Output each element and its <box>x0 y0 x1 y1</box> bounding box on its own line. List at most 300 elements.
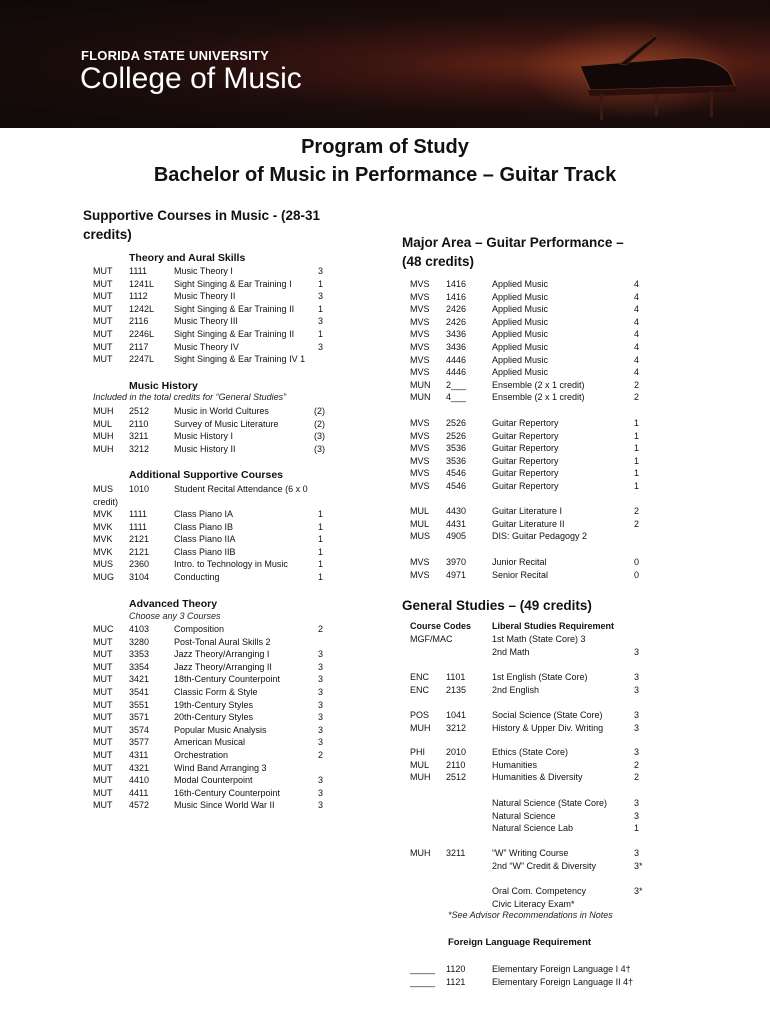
course-credits: 0 <box>634 569 640 580</box>
course-credits: 1 <box>634 418 640 428</box>
course-number: 4431 <box>446 518 467 529</box>
course-title: Post-Tonal Aural Skills 2 <box>174 636 271 647</box>
course-prefix: MUH <box>410 772 431 783</box>
course-credits: 3 <box>634 672 640 682</box>
course-number: 2117 <box>129 341 149 352</box>
course-number: 3574 <box>129 724 150 735</box>
course-credits: 3 <box>634 646 640 657</box>
course-number: 2426 <box>446 316 467 327</box>
major-heading-line1: Major Area – Guitar Performance – <box>402 235 624 250</box>
course-title: Applied Music <box>492 354 549 365</box>
course-prefix: ENC <box>410 672 430 682</box>
course-row <box>93 353 333 366</box>
course-title: Elementary Foreign Language II 4† <box>492 976 634 987</box>
course-credits: 3* <box>634 860 643 871</box>
course-title: 20th-Century Styles <box>174 712 254 723</box>
course-title: Jazz Theory/Arranging I <box>174 649 270 660</box>
course-number: 2426 <box>446 304 467 315</box>
course-number: 2246L <box>129 328 155 339</box>
writing-rows <box>410 847 650 872</box>
course-prefix: MVS <box>410 430 430 441</box>
course-prefix: MVS <box>410 341 430 352</box>
course-number: 1242L <box>129 303 155 314</box>
course-number: 4446 <box>446 367 467 378</box>
course-prefix: MUL <box>410 759 430 770</box>
course-row <box>93 571 333 584</box>
course-credits: 3 <box>318 699 324 710</box>
course-credits: (3) <box>314 431 325 442</box>
supportive-heading-line1: Supportive Courses in Music - (28-31 <box>83 208 321 223</box>
course-credits: 2 <box>318 624 324 634</box>
course-prefix: MUT <box>93 341 113 352</box>
course-number: 4546 <box>446 480 467 491</box>
course-title: Guitar Literature I <box>492 506 563 516</box>
course-row <box>410 291 650 304</box>
course-row <box>93 315 333 328</box>
course-prefix: MUT <box>93 266 113 276</box>
english-rows <box>410 671 650 696</box>
page-subtitle: Bachelor of Music in Performance – Guitar Track <box>153 164 617 186</box>
course-title: Ethics (State Core) <box>492 747 569 757</box>
course-row <box>410 684 650 697</box>
course-row <box>93 508 333 521</box>
course-prefix: MVS <box>410 279 430 289</box>
course-number: 3211 <box>129 431 149 442</box>
course-title: Composition <box>174 624 225 634</box>
course-row <box>410 316 650 329</box>
course-row <box>410 366 650 379</box>
course-number: 2010 <box>446 747 467 757</box>
foreign-language-heading: Foreign Language Requirement <box>448 937 592 948</box>
course-credits: 3 <box>634 810 640 821</box>
course-row <box>410 442 650 455</box>
course-credits: 1 <box>634 480 640 491</box>
course-row <box>93 686 333 699</box>
course-title: DIS: Guitar Pedagogy 2 <box>492 531 588 542</box>
theory-heading: Theory and Aural Skills <box>129 252 246 264</box>
course-number: 4572 <box>129 800 150 811</box>
course-row <box>410 354 650 367</box>
course-title: Class Piano IB <box>174 521 234 532</box>
course-number: 2121 <box>129 534 150 545</box>
course-row <box>93 774 333 787</box>
course-row <box>410 771 650 784</box>
course-row <box>93 418 333 431</box>
course-row <box>93 749 333 762</box>
course-credits: 3 <box>318 674 324 685</box>
course-title: Oral Com. Competency <box>492 886 587 896</box>
course-number: 2___ <box>446 379 467 390</box>
course-number: 1416 <box>446 291 467 302</box>
course-credits: 3 <box>634 722 640 733</box>
course-row <box>410 746 650 759</box>
course-prefix: MGF/MAC <box>410 634 453 644</box>
course-title: Music History I <box>174 431 234 442</box>
course-title: 1st Math (State Core) 3 <box>492 634 586 644</box>
course-number: 3421 <box>129 674 150 685</box>
course-number: 1241L <box>129 278 155 289</box>
course-prefix: MUT <box>93 328 113 339</box>
course-prefix: MUT <box>93 699 113 710</box>
social-rows <box>410 709 650 734</box>
course-credits: 3 <box>634 684 640 695</box>
course-prefix: MVS <box>410 367 430 378</box>
course-prefix: MUH <box>410 722 431 733</box>
course-credits: 4 <box>634 341 640 352</box>
course-row <box>93 673 333 686</box>
course-prefix: MVK <box>93 509 113 519</box>
course-prefix: MUC <box>93 624 114 634</box>
course-prefix: MUG <box>93 571 114 582</box>
course-row <box>93 724 333 737</box>
course-row <box>410 898 650 911</box>
course-credits: 3 <box>318 649 324 660</box>
course-number: 2526 <box>446 418 467 428</box>
course-prefix: MUL <box>410 518 430 529</box>
course-row <box>410 467 650 480</box>
college-name: College of Music <box>80 62 302 95</box>
course-row <box>410 328 650 341</box>
recital-row <box>93 483 333 508</box>
course-credits: 1 <box>318 534 324 545</box>
course-credits: 3 <box>318 316 324 327</box>
course-number: 1101 <box>446 672 466 682</box>
course-row <box>93 711 333 724</box>
course-row <box>410 341 650 354</box>
course-title: Humanities <box>492 759 538 770</box>
course-credits: 1 <box>318 559 324 570</box>
course-credits: 1 <box>634 468 640 479</box>
course-prefix: MVS <box>410 468 430 479</box>
course-credits: 1 <box>318 328 324 339</box>
course-title: Music Theory I <box>174 266 233 276</box>
major-heading-line2: (48 credits) <box>402 254 475 269</box>
course-title: 2nd Math <box>492 646 530 657</box>
course-prefix: MVS <box>410 557 430 567</box>
additional-table <box>93 508 333 584</box>
course-prefix: _____ <box>410 964 436 974</box>
course-prefix: MUT <box>93 303 113 314</box>
course-title: Class Piano IA <box>174 509 234 519</box>
course-title: Guitar Repertory <box>492 418 559 428</box>
course-row <box>93 303 333 316</box>
course-title: Classic Form & Style <box>174 686 258 697</box>
course-prefix: MUT <box>93 636 113 647</box>
course-prefix: MUH <box>93 406 114 416</box>
course-prefix: MVS <box>410 329 430 340</box>
course-number: 4430 <box>446 506 467 516</box>
course-credits: (2) <box>314 418 325 429</box>
course-title: Orchestration <box>174 749 229 760</box>
course-number: 3436 <box>446 329 467 340</box>
course-number: 3212 <box>446 722 467 733</box>
course-prefix: MUS <box>93 484 113 494</box>
course-row <box>93 699 333 712</box>
supportive-heading-line2: credits) <box>83 227 132 242</box>
course-row <box>93 278 333 291</box>
course-row <box>410 847 650 860</box>
course-credits: 2 <box>634 518 640 529</box>
course-title: Applied Music <box>492 316 549 327</box>
course-credits: 4 <box>634 316 640 327</box>
math-rows <box>410 633 650 658</box>
course-title: 16th-Century Counterpoint <box>174 787 281 798</box>
course-credits: 1 <box>318 509 324 519</box>
course-row <box>93 328 333 341</box>
course-number: 4546 <box>446 468 467 479</box>
course-prefix: MVK <box>93 534 113 545</box>
course-prefix: MUL <box>93 418 113 429</box>
course-title: Guitar Repertory <box>492 468 559 479</box>
course-number: 3577 <box>129 737 150 748</box>
col-liberal-studies: Liberal Studies Requirement <box>492 621 615 631</box>
course-number: 1112 <box>129 291 148 302</box>
course-credits: 3 <box>634 848 640 858</box>
grand-piano-icon <box>560 28 750 123</box>
course-row <box>93 341 333 354</box>
course-title: Natural Science (State Core) <box>492 798 608 808</box>
course-number: 4___ <box>446 392 467 403</box>
course-row <box>93 290 333 303</box>
course-title: Guitar Repertory <box>492 443 559 454</box>
course-credits: 2 <box>634 392 640 403</box>
course-row <box>410 759 650 772</box>
course-credits: 3 <box>318 686 324 697</box>
course-credits: 3* <box>634 886 643 896</box>
course-number: 2247L <box>129 354 155 365</box>
course-credits: 1 <box>318 278 324 289</box>
course-title: Guitar Repertory <box>492 480 559 491</box>
course-credits: 4 <box>634 367 640 378</box>
course-number: 3280 <box>129 636 150 647</box>
course-credits: 4 <box>634 291 640 302</box>
course-title: Ensemble (2 x 1 credit) <box>492 379 585 390</box>
course-row <box>410 976 650 989</box>
course-credits: 2 <box>634 772 640 783</box>
course-title: Sight Singing & Ear Training IV 1 <box>174 354 306 365</box>
course-credits: 3 <box>318 266 324 276</box>
course-title: Class Piano IIA <box>174 534 236 545</box>
course-prefix: MVS <box>410 455 430 466</box>
course-row <box>93 558 333 571</box>
course-prefix: MUT <box>93 712 113 723</box>
course-prefix: MUT <box>93 649 113 660</box>
course-row <box>93 533 333 546</box>
course-row <box>93 265 333 278</box>
course-number: 2110 <box>446 759 466 770</box>
course-row <box>410 671 650 684</box>
science-rows <box>410 797 650 835</box>
course-prefix: MUL <box>410 506 430 516</box>
course-title: Modal Counterpoint <box>174 775 253 786</box>
course-row <box>410 633 650 646</box>
additional-heading: Additional Supportive Courses <box>129 469 284 481</box>
course-row <box>93 443 333 456</box>
course-title: 1st English (State Core) <box>492 672 588 682</box>
course-number: 2135 <box>446 684 467 695</box>
course-prefix: MVS <box>410 354 430 365</box>
oral-rows <box>410 885 650 910</box>
course-row <box>410 709 650 722</box>
course-row <box>410 810 650 823</box>
course-credits: 3 <box>634 710 640 720</box>
course-credits: 3 <box>634 747 640 757</box>
course-prefix: MUT <box>93 749 113 760</box>
history-heading: Music History <box>129 380 198 392</box>
course-title: Music Theory III <box>174 316 238 327</box>
major-recital-table <box>410 556 650 581</box>
course-prefix: MUT <box>93 291 113 302</box>
course-number: 3536 <box>446 455 467 466</box>
major-repertory-table <box>410 417 650 493</box>
course-number: 3541 <box>129 686 150 697</box>
course-title: Popular Music Analysis <box>174 724 267 735</box>
course-prefix: MVS <box>410 569 430 580</box>
course-title: 19th-Century Styles <box>174 699 254 710</box>
course-prefix: MVS <box>410 291 430 302</box>
course-row <box>410 303 650 316</box>
course-prefix: MUH <box>93 443 114 454</box>
course-number: 4905 <box>446 531 467 542</box>
course-number: 2512 <box>129 406 150 416</box>
course-title: Ensemble (2 x 1 credit) <box>492 392 585 403</box>
course-title: 18th-Century Counterpoint <box>174 674 281 685</box>
course-prefix: MUT <box>93 674 113 685</box>
course-row <box>93 787 333 800</box>
course-credits: 3 <box>318 800 324 811</box>
history-table <box>93 405 333 455</box>
course-credits: (3) <box>314 443 325 454</box>
course-prefix: MUS <box>410 531 430 542</box>
course-prefix: MVS <box>410 480 430 491</box>
major-heading <box>402 233 624 271</box>
course-prefix: MUT <box>93 661 113 672</box>
course-title: Music Since World War II <box>174 800 275 811</box>
general-columns <box>410 620 650 633</box>
course-title: History & Upper Div. Writing <box>492 722 604 733</box>
course-row <box>93 546 333 559</box>
course-credits: 4 <box>634 329 640 340</box>
course-row <box>93 521 333 534</box>
course-number: 2526 <box>446 430 467 441</box>
course-prefix: MVK <box>93 521 113 532</box>
course-title: Student Recital Attendance (6 x 0 <box>174 484 308 494</box>
course-prefix: MUT <box>93 724 113 735</box>
course-title: Applied Music <box>492 367 549 378</box>
course-title: Sight Singing & Ear Training II <box>174 303 295 314</box>
course-title: Music Theory IV <box>174 341 239 352</box>
course-row <box>410 556 650 569</box>
course-number: 1111 <box>129 521 148 532</box>
course-prefix: MUT <box>93 316 113 327</box>
course-number: 3104 <box>129 571 150 582</box>
course-number: 1010 <box>129 484 150 494</box>
course-number: 4311 <box>129 749 149 760</box>
course-row <box>93 636 333 649</box>
course-row <box>410 530 650 543</box>
course-credits: 3 <box>318 737 324 748</box>
course-number: 3970 <box>446 557 467 567</box>
course-row <box>410 569 650 582</box>
course-row <box>410 963 650 976</box>
course-number: 3536 <box>446 443 467 454</box>
university-name: FLORIDA STATE UNIVERSITY <box>81 48 270 63</box>
course-number: 4971 <box>446 569 467 580</box>
course-title: Sight Singing & Ear Training II <box>174 328 295 339</box>
course-row <box>410 722 650 735</box>
supportive-heading <box>83 206 320 244</box>
course-row <box>93 661 333 674</box>
course-row <box>93 762 333 775</box>
course-title: Intro. to Technology in Music <box>174 559 288 570</box>
course-credits: 3 <box>318 787 324 798</box>
course-title: Natural Science Lab <box>492 823 574 834</box>
course-number: 3436 <box>446 341 467 352</box>
course-prefix: MUN <box>410 392 431 403</box>
course-credits: 3 <box>318 661 324 672</box>
course-credits: 1 <box>318 571 324 582</box>
course-row <box>410 885 650 898</box>
course-number: 2121 <box>129 546 150 557</box>
course-credits: 0 <box>634 557 640 567</box>
course-prefix: MUT <box>93 775 113 786</box>
general-heading: General Studies – (49 credits) <box>402 598 592 613</box>
course-credits: 2 <box>634 759 640 770</box>
course-title: 2nd “W” Credit & Diversity <box>492 860 597 871</box>
course-credits: 3 <box>318 291 324 302</box>
course-credits: 3 <box>318 341 324 352</box>
advanced-note: Choose any 3 Courses <box>129 611 221 621</box>
course-number: 1041 <box>446 710 467 720</box>
course-number: 2512 <box>446 772 467 783</box>
course-title: Music History II <box>174 443 236 454</box>
course-credits: 3 <box>634 798 640 808</box>
course-prefix: PHI <box>410 747 426 757</box>
course-prefix: MUS <box>93 559 113 570</box>
advisor-note: *See Advisor Recommendations in Notes <box>448 910 613 920</box>
course-row <box>410 417 650 430</box>
course-credits: (2) <box>314 406 325 416</box>
course-number: 4410 <box>129 775 150 786</box>
course-number: 1111 <box>129 509 148 519</box>
course-prefix: MUT <box>93 686 113 697</box>
course-credits: 4 <box>634 354 640 365</box>
advanced-table <box>93 623 333 812</box>
course-credits: 2 <box>318 749 324 760</box>
course-title: Natural Science <box>492 810 556 821</box>
course-title: “W” Writing Course <box>492 848 569 858</box>
course-number: 1416 <box>446 279 467 289</box>
course-credits: 2 <box>634 379 640 390</box>
course-prefix: POS <box>410 710 430 720</box>
course-credits: 1 <box>634 823 640 834</box>
page-title: Program of Study <box>301 136 469 158</box>
course-title: Humanities & Diversity <box>492 772 583 783</box>
course-row <box>93 623 333 636</box>
course-credits: 1 <box>318 546 324 557</box>
course-prefix: MUN <box>410 379 431 390</box>
course-row <box>410 455 650 468</box>
course-row <box>410 860 650 873</box>
course-title: American Musical <box>174 737 246 748</box>
foreign-language-rows <box>410 963 650 988</box>
course-credits: 3 <box>318 775 324 786</box>
course-title: Elementary Foreign Language I 4† <box>492 964 631 974</box>
course-title: Sight Singing & Ear Training I <box>174 278 292 289</box>
course-prefix: MUT <box>93 737 113 748</box>
course-prefix: MUT <box>93 787 113 798</box>
course-title: Music Theory II <box>174 291 236 302</box>
